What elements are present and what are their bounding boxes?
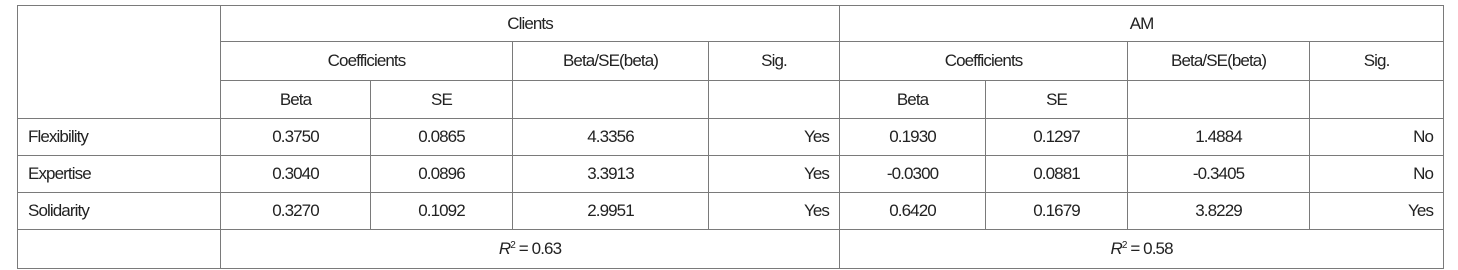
clients-ratio-cell: 2.9951 <box>513 193 709 230</box>
clients-beta-cell: 0.3750 <box>221 119 371 156</box>
am-r-squared-value: = 0.58 <box>1126 239 1173 258</box>
table-row <box>18 156 1444 193</box>
am-ratio-cell: -0.3405 <box>1128 156 1310 193</box>
am-ratio-cell: 1.4884 <box>1128 119 1310 156</box>
clients-sig-header: Sig. <box>709 42 840 81</box>
row-label: Flexibility <box>18 119 221 156</box>
group-header-clients: Clients <box>221 6 840 42</box>
clients-se-cell: 0.1092 <box>371 193 513 230</box>
group-header-am: AM <box>840 6 1444 42</box>
am-se-cell: 0.1679 <box>986 193 1128 230</box>
clients-r-squared <box>221 230 840 269</box>
am-beta-cell: 0.6420 <box>840 193 986 230</box>
am-beta-header: Beta <box>840 81 986 119</box>
am-coefficients-header: Coefficients <box>840 42 1128 81</box>
clients-beta-cell: 0.3040 <box>221 156 371 193</box>
r-squared-symbol: R <box>1110 239 1122 258</box>
am-sig-cell: Yes <box>1310 193 1444 230</box>
clients-se-cell: 0.0896 <box>371 156 513 193</box>
am-ratio-header: Beta/SE(beta) <box>1128 42 1310 81</box>
clients-sig-cell: Yes <box>709 193 840 230</box>
am-se-header: SE <box>986 81 1128 119</box>
am-beta-cell: -0.0300 <box>840 156 986 193</box>
clients-beta-header: Beta <box>221 81 371 119</box>
clients-sig-cell: Yes <box>709 156 840 193</box>
am-ratio-cell: 3.8229 <box>1128 193 1310 230</box>
r-squared-exponent: 2 <box>510 240 515 251</box>
r-squared-row <box>18 230 1444 269</box>
group-header-row <box>18 6 1444 42</box>
r-squared-label-blank <box>18 230 221 269</box>
clients-ratio-cell: 3.3913 <box>513 156 709 193</box>
am-sig-cell: No <box>1310 119 1444 156</box>
row-label: Expertise <box>18 156 221 193</box>
clients-se-cell: 0.0865 <box>371 119 513 156</box>
r-squared-symbol: R <box>498 239 511 258</box>
clients-sig-blank <box>709 81 840 119</box>
clients-r-squared-value: = 0.63 <box>514 239 562 258</box>
clients-coefficients-header: Coefficients <box>221 42 513 81</box>
clients-beta-cell: 0.3270 <box>221 193 371 230</box>
am-se-cell: 0.1297 <box>986 119 1128 156</box>
clients-ratio-blank <box>513 81 709 119</box>
clients-ratio-cell: 4.3356 <box>513 119 709 156</box>
clients-ratio-header: Beta/SE(beta) <box>513 42 709 81</box>
corner-cell <box>18 6 221 119</box>
am-beta-cell: 0.1930 <box>840 119 986 156</box>
clients-se-header: SE <box>371 81 513 119</box>
am-se-cell: 0.0881 <box>986 156 1128 193</box>
row-label: Solidarity <box>18 193 221 230</box>
am-sig-header: Sig. <box>1310 42 1444 81</box>
r-squared-exponent: 2 <box>1121 240 1127 251</box>
am-r-squared <box>840 230 1444 269</box>
subheader-row <box>18 42 1444 81</box>
am-sig-cell: No <box>1310 156 1444 193</box>
table-row <box>18 193 1444 230</box>
table-row <box>18 119 1444 156</box>
regression-table-container <box>17 5 1444 269</box>
clients-sig-cell: Yes <box>709 119 840 156</box>
column-header-row <box>18 81 1444 119</box>
am-sig-blank <box>1310 81 1444 119</box>
am-ratio-blank <box>1128 81 1310 119</box>
regression-table <box>17 5 1444 269</box>
